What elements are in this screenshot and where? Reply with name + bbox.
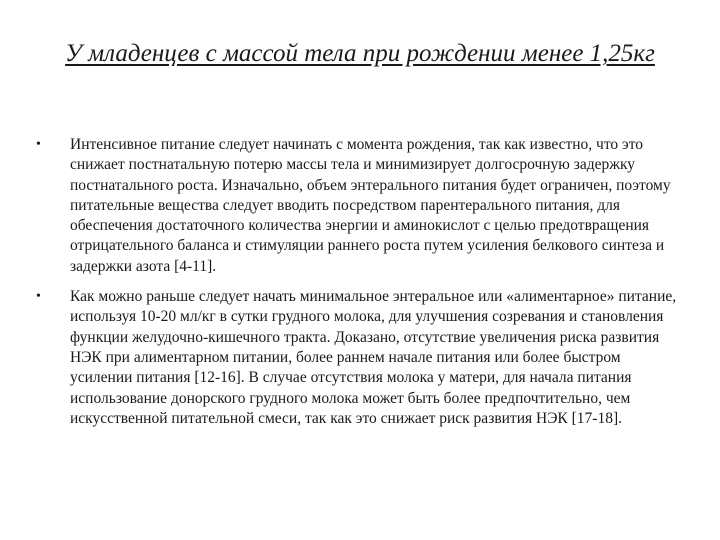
bullet-text: Как можно раньше следует начать минимальное энтеральное или «алиментарное» питание, используя 10-20 мл/кг в сутки грудного молока, для улучшения созревания и становления функции желудочно-кишечного тракта. Доказано, отсутствие увеличения риска развития НЭК при алиментарном питании, более раннем начале питания или более быстром усилении питания [12-16]. В случае отсутствия молока у матери, для начала питания использование донорского грудного молока может быть более предпочтительно, чем искусственной питательной смеси, так как это снижает риск развития НЭК [17-18]. bbox=[70, 288, 677, 427]
bullet-marker: • bbox=[36, 137, 41, 152]
slide-title: У младенцев с массой тела при рождении менее 1,25кг bbox=[65, 40, 655, 67]
bullet-item bbox=[36, 135, 684, 277]
bullet-list bbox=[36, 135, 684, 439]
bullet-text: Интенсивное питание следует начинать с момента рождения, так как известно, что это снижает постнатальную потерю массы тела и минимизирует долгосрочную задержку постнатального роста. Изначально, объем энтерального питания будет ограничен, поэтому питательные вещества следует вводить посредством парентерального питания, для обеспечения достаточного количества энергии и аминокислот с целью предотвращения отрицательного баланса и стимуляции раннего роста путем усиления белкового синтеза и задержки азота [4-11]. bbox=[70, 136, 671, 275]
bullet-marker: • bbox=[36, 289, 41, 305]
bullet-item bbox=[36, 287, 684, 429]
